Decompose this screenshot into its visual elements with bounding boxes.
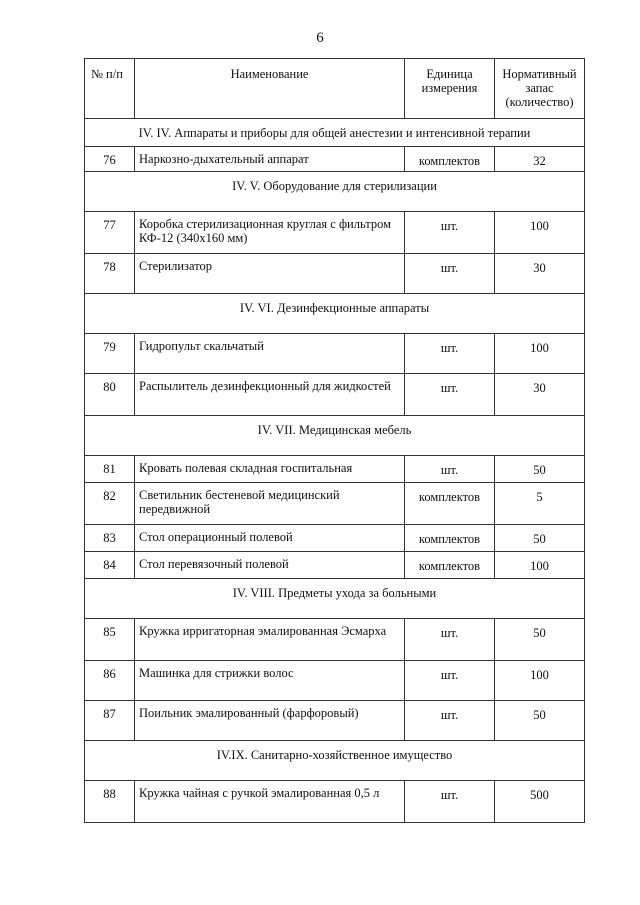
page-number: 6 <box>316 30 324 46</box>
row-qty: 32 <box>495 147 585 172</box>
row-num: 88 <box>85 781 135 823</box>
table-row <box>85 334 585 374</box>
table-row <box>85 147 585 172</box>
row-name: Кружка ирригаторная эмалированная Эсмарха <box>135 619 405 661</box>
row-name: Распылитель дезинфекционный для жидкостей <box>135 374 405 416</box>
row-num: 85 <box>85 619 135 661</box>
section-title: IV. IV. Аппараты и приборы для общей анестезии и интенсивной терапии <box>85 119 585 147</box>
table-row <box>85 212 585 254</box>
table-row <box>85 619 585 661</box>
row-unit: шт. <box>405 374 495 416</box>
row-num: 87 <box>85 701 135 741</box>
table-row <box>85 552 585 579</box>
row-unit: шт. <box>405 701 495 741</box>
row-num: 83 <box>85 525 135 552</box>
table-row <box>85 661 585 701</box>
header-qty: Нормативный запас (количество) <box>495 59 585 119</box>
section-row <box>85 294 585 334</box>
section-title: IV. VI. Дезинфекционные аппараты <box>85 294 585 334</box>
table-row <box>85 456 585 483</box>
table-row <box>85 781 585 823</box>
section-row <box>85 741 585 781</box>
row-num: 78 <box>85 254 135 294</box>
row-qty: 50 <box>495 525 585 552</box>
section-row <box>85 416 585 456</box>
row-name: Гидропульт скальчатый <box>135 334 405 374</box>
row-num: 79 <box>85 334 135 374</box>
row-qty: 30 <box>495 254 585 294</box>
section-row <box>85 119 585 147</box>
row-unit: комплектов <box>405 552 495 579</box>
header-unit: Единица измерения <box>405 59 495 119</box>
row-name: Кровать полевая складная госпитальная <box>135 456 405 483</box>
row-num: 84 <box>85 552 135 579</box>
row-qty: 100 <box>495 334 585 374</box>
row-unit: комплектов <box>405 525 495 552</box>
header-row <box>85 59 585 119</box>
row-name: Кружка чайная с ручкой эмалированная 0,5 л <box>135 781 405 823</box>
row-qty: 30 <box>495 374 585 416</box>
row-unit: комплектов <box>405 483 495 525</box>
row-name: Коробка стерилизационная круглая с фильтром КФ-12 (340х160 мм) <box>135 212 405 254</box>
row-unit: шт. <box>405 619 495 661</box>
row-qty: 50 <box>495 701 585 741</box>
row-name: Поильник эмалированный (фарфоровый) <box>135 701 405 741</box>
row-name: Стол перевязочный полевой <box>135 552 405 579</box>
table-row <box>85 483 585 525</box>
row-qty: 100 <box>495 212 585 254</box>
row-qty: 500 <box>495 781 585 823</box>
row-num: 77 <box>85 212 135 254</box>
section-row <box>85 172 585 212</box>
row-unit: шт. <box>405 212 495 254</box>
row-qty: 100 <box>495 552 585 579</box>
row-num: 76 <box>85 147 135 172</box>
row-num: 82 <box>85 483 135 525</box>
row-qty: 50 <box>495 456 585 483</box>
section-title: IV. VII. Медицинская мебель <box>85 416 585 456</box>
row-num: 81 <box>85 456 135 483</box>
row-unit: шт. <box>405 661 495 701</box>
row-qty: 100 <box>495 661 585 701</box>
section-title: IV. V. Оборудование для стерилизации <box>85 172 585 212</box>
row-qty: 5 <box>495 483 585 525</box>
row-num: 86 <box>85 661 135 701</box>
row-name: Стол операционный полевой <box>135 525 405 552</box>
row-unit: шт. <box>405 456 495 483</box>
section-title: IV. VIII. Предметы ухода за больными <box>85 579 585 619</box>
header-num: № п/п <box>85 59 135 119</box>
row-qty: 50 <box>495 619 585 661</box>
table-row <box>85 701 585 741</box>
header-name: Наименование <box>135 59 405 119</box>
row-unit: шт. <box>405 781 495 823</box>
row-unit: шт. <box>405 334 495 374</box>
table-row <box>85 254 585 294</box>
inventory-table <box>84 58 585 823</box>
row-name: Наркозно-дыхательный аппарат <box>135 147 405 172</box>
row-name: Машинка для стрижки волос <box>135 661 405 701</box>
table-row <box>85 525 585 552</box>
section-row <box>85 579 585 619</box>
row-name: Светильник бестеневой медицинский передвижной <box>135 483 405 525</box>
row-unit: шт. <box>405 254 495 294</box>
row-num: 80 <box>85 374 135 416</box>
row-name: Стерилизатор <box>135 254 405 294</box>
row-unit: комплектов <box>405 147 495 172</box>
table-row <box>85 374 585 416</box>
section-title: IV.IX. Санитарно-хозяйственное имущество <box>85 741 585 781</box>
